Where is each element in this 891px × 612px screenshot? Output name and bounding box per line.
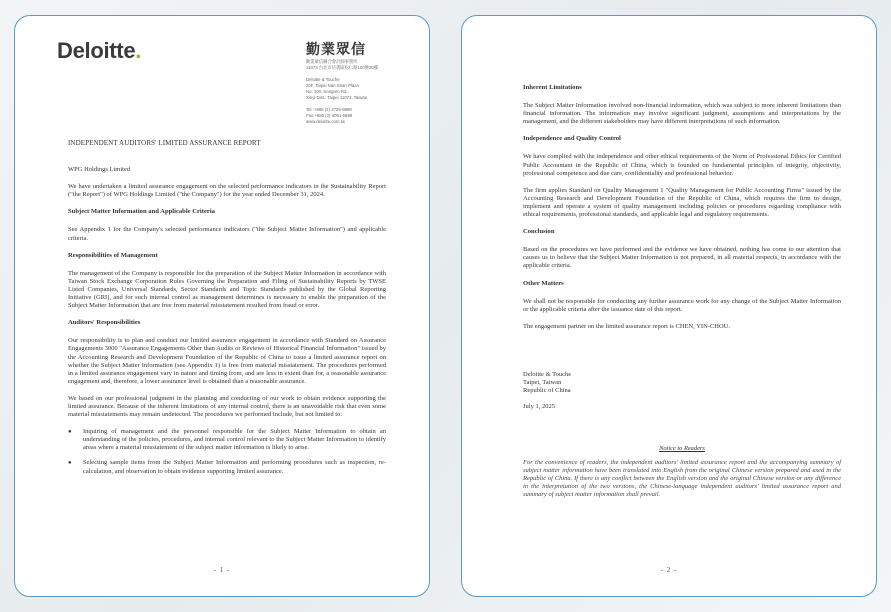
independence-paragraph-2: The firm applies Standard on Quality Management 1 "Quality Management for Public Accounting Firms" issued by the Accounting Research and Development Foundation of the Republic of China, which requires the firm to design, implement and operate a system of quality management including policies or procedures regarding compliance with ethical requirements, professional standards, and applicable legal and regulatory requirements. xyxy=(523,186,841,219)
conclusion-paragraph: Based on the procedures we have performed and the evidence we have obtained, nothing has come to our attention that causes us to believe that the Subject Matter Information is not prepared, in all material respects, in accordance with the applicable criteria. xyxy=(523,246,841,270)
address-line: No. 100, Songren Rd., xyxy=(306,89,349,94)
report-date: July 1, 2025 xyxy=(523,402,555,410)
bullet-icon: ● xyxy=(68,460,72,467)
auditors-paragraph-1: Our responsibility is to plan and conduct our limited assurance engagement in accordance with Standard on Assurance Engagements 3000 "Assurance Engagements Other than Audits or Reviews of Historical Financial Information" issued by the Accounting Research and Development Foundation of the Republic of China to issue a limited assurance report on whether the Subject Matter Information (see Appendix 1) is free from material misstatement. The procedures performed in a limited assurance engagement vary in nature and timing from, and are less in extent than for, a reasonable assurance engagement and, therefore, a lower assurance level is obtained than a reasonable assurance. xyxy=(68,337,386,385)
intro-paragraph: We have undertaken a limited assurance engagement on the selected performance indicators in the Sustainability Report ("the Report") of WPG Holdings Limited ("the Company") for the year ended December 31, 2024. xyxy=(68,183,386,199)
deloitte-logo: Deloitte. xyxy=(57,38,142,63)
address-line: Xinyi Dist., Taipei 11073, Taiwan xyxy=(306,95,368,100)
heading-management: Responsibilities of Management xyxy=(68,251,158,259)
page-1-body xyxy=(68,139,386,483)
auditors-paragraph-2: We based on our professional judgment in the planning and conducting of our work to obtain evidence supporting the limited assurance. Because of the inherent limitations of any internal control, there is an unavoidable risk that even some material misstatements may remain undetected. The procedures we performed include, but not limited to: xyxy=(68,394,386,419)
management-paragraph: The management of the Company is responsible for the preparation of the Subject Matter Information in accordance with Taiwan Stock Exchange Corporation Rules Governing the Preparation and Filing of Sustainability Reports by TWSE Listed Companies, Universal Standards, Sector Standards and Topic Standards published by the Global Reporting Initiative (GRI), and for such internal control as management determines is necessary to enable the preparation of the Subject Matter Information that are free from material misstatement resulted from fraud or error. xyxy=(68,269,386,310)
address-line: www.deloitte.com.tw xyxy=(306,119,345,124)
heading-independence: Independence and Quality Control xyxy=(523,135,621,143)
bullet-icon: ● xyxy=(68,429,72,436)
page-1 xyxy=(14,15,430,597)
address-line: 20F, Taipei Nan Shan Plaza xyxy=(306,83,359,88)
notice-to-readers-title: Notice to Readers xyxy=(659,444,705,452)
page-number: - 2 - xyxy=(660,566,678,574)
list-item: ● Selecting sample items from the Subject Matter Information and performing procedures such as inspection, re-calculation, and observation to obtain evidence supporting limited assurance. xyxy=(68,459,386,475)
page-number: - 1 - xyxy=(213,566,231,574)
signature-firm: Deloitte & Touche xyxy=(523,370,572,378)
heading-subject-matter: Subject Matter Information and Applicable Criteria xyxy=(68,208,215,216)
addressee: WPG Holdings Limited xyxy=(68,166,131,174)
signature-block xyxy=(523,371,841,411)
address-line: Tel :+886 (2) 2725-9988 xyxy=(306,107,352,112)
signature-city: Taipei, Taiwan xyxy=(523,378,562,386)
other-matters-paragraph-2: The engagement partner on the limited assurance report is CHEN, YIN-CHOU. xyxy=(523,322,730,330)
inherent-limitations-paragraph: The Subject Matter Information involved non-financial information, which was subject to more inherent limitations than financial information. The information may involve significant judgment, assumptions and interpretations by the management, and the different stakeholders may have different interpretations of such information. xyxy=(523,102,841,126)
independence-paragraph-1: We have complied with the independence and other ethical requirements of the Norm of Professional Ethics for Certified Public Accountant in the Republic of China, which is founded on fundamental principles of integrity, objectivity, professional competence and due care, confidentiality and professional behavior. xyxy=(523,153,841,177)
heading-inherent-limitations: Inherent Limitations xyxy=(523,84,582,91)
page-2-body xyxy=(523,84,841,499)
subject-matter-paragraph: See Appendix 1 for the Company's selected performance indicators ("the Subject Matter Information") and applicable criteria. xyxy=(68,226,386,242)
heading-other-matters: Other Matters xyxy=(523,279,564,287)
heading-auditors: Auditors' Responsibilities xyxy=(68,319,141,327)
heading-conclusion: Conclusion xyxy=(523,228,555,236)
list-item: ● Inquiring of management and the personnel responsible for the Subject Matter Information to obtain an understanding of the policies, procedures, and internal control relevant to the Subject Matter Information to identify areas where a material misstatement of the subject matter information is likely to arise. xyxy=(68,428,386,452)
address-line: Deloitte & Touche xyxy=(306,77,340,82)
address-line: 11073 台北市信義區松仁路100號20樓 xyxy=(306,65,379,70)
notice-to-readers-text: For the convenience of readers, the independent auditors' limited assurance report and the accompanying summary of subject matter information have been translated into English from the original Chinese version prepared and used in the Republic of China. If there is any conflict between the English version and the original Chinese version or any difference in the interpretation of the two versions, the Chinese-language independent auditors' limited assurance report and summary of subject matter information shall prevail. xyxy=(523,458,841,499)
other-matters-paragraph-1: We shall not be responsible for conducting any further assurance work for any change of the Subject Matter Information or the applicable criteria after the issuance date of this report. xyxy=(523,297,841,313)
firm-address-block xyxy=(306,59,416,125)
firm-name-chinese: 勤業眾信 xyxy=(306,42,366,58)
address-line: Fax:+886 (2) 4051-6888 xyxy=(306,113,353,118)
signature-country: Republic of China xyxy=(523,386,571,394)
page-2 xyxy=(461,15,877,597)
address-line: 勤業眾信聯合會計師事務所 xyxy=(306,59,358,64)
report-title: INDEPENDENT AUDITORS' LIMITED ASSURANCE REPORT xyxy=(68,139,261,147)
procedures-list xyxy=(68,428,386,475)
